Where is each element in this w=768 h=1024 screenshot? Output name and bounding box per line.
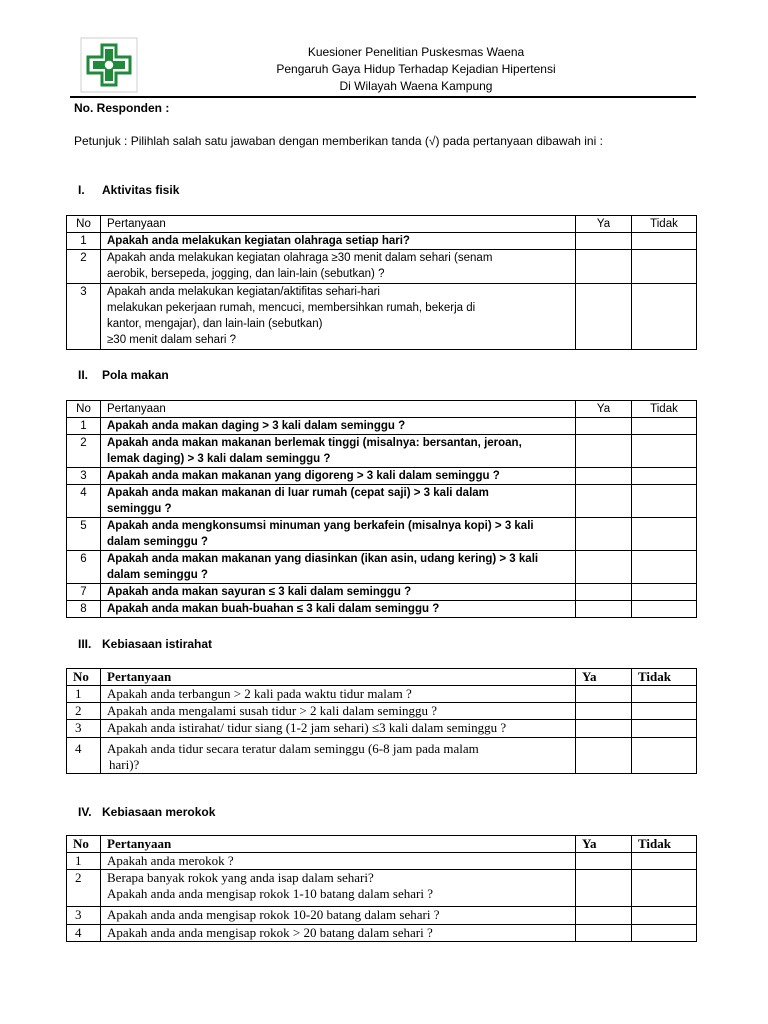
question-text: Apakah anda makan makanan yang diasinkan (ikan asin, udang kering) > 3 kali dalam seminggu ? — [101, 551, 576, 584]
table-row — [67, 418, 697, 435]
row-number: 4 — [67, 738, 101, 774]
col-header-question: Pertanyaan — [101, 401, 576, 418]
document-header — [140, 44, 692, 95]
row-number: 7 — [67, 584, 101, 601]
answer-yes-cell[interactable] — [576, 853, 632, 870]
header-title-1: Kuesioner Penelitian Puskesmas Waena — [307, 45, 525, 59]
question-text: Apakah anda tidur secara teratur dalam seminggu (6-8 jam pada malam hari)? — [101, 738, 576, 774]
section-number: II. — [78, 368, 89, 382]
col-header-no: No — [67, 669, 101, 686]
row-number: 1 — [67, 233, 101, 250]
row-number: 2 — [67, 870, 101, 907]
table-row — [67, 233, 697, 250]
answer-no-cell[interactable] — [632, 284, 697, 350]
col-header-yes: Ya — [576, 669, 632, 686]
row-number: 4 — [67, 925, 101, 942]
answer-yes-cell[interactable] — [576, 870, 632, 907]
section-number: IV. — [78, 805, 92, 819]
table-header-row — [67, 836, 697, 853]
row-number: 6 — [67, 551, 101, 584]
section-2-table — [66, 400, 697, 618]
question-text: Apakah anda makan daging > 3 kali dalam seminggu ? — [101, 418, 576, 435]
table-row — [67, 284, 697, 350]
section-1-table — [66, 215, 697, 350]
question-text: Apakah anda melakukan kegiatan olahraga setiap hari? — [101, 233, 576, 250]
answer-yes-cell[interactable] — [576, 518, 632, 551]
table-row — [67, 584, 697, 601]
section-heading-1 — [78, 183, 179, 197]
table-row — [67, 485, 697, 518]
header-title-2: Pengaruh Gaya Hidup Terhadap Kejadian Hipertensi — [276, 62, 556, 76]
col-header-yes: Ya — [576, 401, 632, 418]
answer-no-cell[interactable] — [632, 703, 697, 720]
section-title: Kebiasaan merokok — [102, 805, 216, 819]
question-text: Apakah anda makan sayuran ≤ 3 kali dalam seminggu ? — [101, 584, 576, 601]
answer-yes-cell[interactable] — [576, 601, 632, 618]
table-row — [67, 720, 697, 738]
row-number: 3 — [67, 907, 101, 925]
instruction-text: Petunjuk : Pilihlah salah satu jawaban dengan memberikan tanda (√) pada pertanyaan dibawah ini : — [74, 134, 603, 148]
question-text: Berapa banyak rokok yang anda isap dalam sehari? Apakah anda anda mengisap rokok 1-10 batang dalam sehari ? — [101, 870, 576, 907]
answer-yes-cell[interactable] — [576, 418, 632, 435]
col-header-question: Pertanyaan — [101, 836, 576, 853]
col-header-no: No — [67, 216, 101, 233]
question-text: Apakah anda anda mengisap rokok > 20 batang dalam sehari ? — [101, 925, 576, 942]
table-header-row — [67, 401, 697, 418]
table-row — [67, 907, 697, 925]
answer-no-cell[interactable] — [632, 418, 697, 435]
question-text: Apakah anda makan buah-buahan ≤ 3 kali dalam seminggu ? — [101, 601, 576, 618]
table-row — [67, 925, 697, 942]
row-number: 1 — [67, 853, 101, 870]
answer-no-cell[interactable] — [632, 853, 697, 870]
answer-no-cell[interactable] — [632, 720, 697, 738]
row-number: 5 — [67, 518, 101, 551]
answer-yes-cell[interactable] — [576, 233, 632, 250]
col-header-no-answer: Tidak — [632, 836, 697, 853]
header-divider — [70, 96, 696, 98]
answer-no-cell[interactable] — [632, 435, 697, 468]
section-number: I. — [78, 183, 85, 197]
table-row — [67, 601, 697, 618]
row-number: 8 — [67, 601, 101, 618]
answer-no-cell[interactable] — [632, 584, 697, 601]
answer-yes-cell[interactable] — [576, 703, 632, 720]
col-header-question: Pertanyaan — [101, 669, 576, 686]
row-number: 1 — [67, 686, 101, 703]
respondent-number-label: No. Responden : — [74, 101, 170, 115]
answer-no-cell[interactable] — [632, 601, 697, 618]
question-text: Apakah anda merokok ? — [101, 853, 576, 870]
row-number: 1 — [67, 418, 101, 435]
answer-no-cell[interactable] — [632, 551, 697, 584]
answer-yes-cell[interactable] — [576, 925, 632, 942]
table-row — [67, 853, 697, 870]
question-text: Apakah anda istirahat/ tidur siang (1-2 jam sehari) ≤3 kali dalam seminggu ? — [101, 720, 576, 738]
answer-no-cell[interactable] — [632, 250, 697, 284]
section-3-table — [66, 668, 697, 774]
question-text: Apakah anda melakukan kegiatan olahraga ≥30 menit dalam sehari (senam aerobik, bersepeda, jogging, dan lain-lain (sebutkan) ? — [101, 250, 576, 284]
answer-yes-cell[interactable] — [576, 738, 632, 774]
answer-yes-cell[interactable] — [576, 686, 632, 703]
col-header-no: No — [67, 401, 101, 418]
col-header-no-answer: Tidak — [632, 669, 697, 686]
answer-yes-cell[interactable] — [576, 584, 632, 601]
table-row — [67, 870, 697, 907]
section-4-table — [66, 835, 697, 942]
answer-yes-cell[interactable] — [576, 907, 632, 925]
row-number: 3 — [67, 720, 101, 738]
col-header-no-answer: Tidak — [632, 401, 697, 418]
answer-no-cell[interactable] — [632, 518, 697, 551]
answer-no-cell[interactable] — [632, 925, 697, 942]
row-number: 2 — [67, 703, 101, 720]
answer-no-cell[interactable] — [632, 233, 697, 250]
table-row — [67, 435, 697, 468]
table-row — [67, 738, 697, 774]
col-header-no: No — [67, 836, 101, 853]
question-text: Apakah anda makan makanan berlemak tinggi (misalnya: bersantan, jeroan, lemak daging) > 3 kali dalam seminggu ? — [101, 435, 576, 468]
answer-yes-cell[interactable] — [576, 284, 632, 350]
answer-yes-cell[interactable] — [576, 468, 632, 485]
answer-no-cell[interactable] — [632, 738, 697, 774]
answer-yes-cell[interactable] — [576, 720, 632, 738]
answer-yes-cell[interactable] — [576, 250, 632, 284]
answer-yes-cell[interactable] — [576, 485, 632, 518]
col-header-yes: Ya — [576, 216, 632, 233]
puskesmas-logo-icon — [80, 37, 138, 93]
answer-no-cell[interactable] — [632, 686, 697, 703]
question-text: Apakah anda makan makanan yang digoreng > 3 kali dalam seminggu ? — [101, 468, 576, 485]
table-row — [67, 468, 697, 485]
table-row — [67, 518, 697, 551]
answer-yes-cell[interactable] — [576, 435, 632, 468]
table-row — [67, 250, 697, 284]
section-heading-2 — [78, 368, 169, 382]
question-text: Apakah anda terbangun > 2 kali pada waktu tidur malam ? — [101, 686, 576, 703]
table-header-row — [67, 669, 697, 686]
col-header-no-answer: Tidak — [632, 216, 697, 233]
question-text: Apakah anda mengalami susah tidur > 2 kali dalam seminggu ? — [101, 703, 576, 720]
row-number: 3 — [67, 468, 101, 485]
question-text: Apakah anda melakukan kegiatan/aktifitas sehari-hari melakukan pekerjaan rumah, mencuci, membersihkan rumah, bekerja di kantor, mengajar), dan lain-lain (sebutkan) ≥30 menit dalam sehari ? — [101, 284, 576, 350]
row-number: 4 — [67, 485, 101, 518]
section-number: III. — [78, 637, 92, 651]
question-text: Apakah anda anda mengisap rokok 10-20 batang dalam sehari ? — [101, 907, 576, 925]
answer-no-cell[interactable] — [632, 468, 697, 485]
answer-no-cell[interactable] — [632, 485, 697, 518]
row-number: 2 — [67, 250, 101, 284]
col-header-question: Pertanyaan — [101, 216, 576, 233]
section-title: Aktivitas fisik — [102, 183, 180, 197]
table-row — [67, 551, 697, 584]
section-title: Kebiasaan istirahat — [102, 637, 213, 651]
row-number: 3 — [67, 284, 101, 350]
section-heading-4 — [78, 805, 215, 819]
section-title: Pola makan — [102, 368, 169, 382]
question-text: Apakah anda mengkonsumsi minuman yang berkafein (misalnya kopi) > 3 kali dalam seminggu ? — [101, 518, 576, 551]
table-row — [67, 703, 697, 720]
row-number: 2 — [67, 435, 101, 468]
answer-no-cell[interactable] — [632, 870, 697, 907]
table-header-row — [67, 216, 697, 233]
col-header-yes: Ya — [576, 836, 632, 853]
answer-yes-cell[interactable] — [576, 551, 632, 584]
table-row — [67, 686, 697, 703]
header-title-3: Di Wilayah Waena Kampung — [339, 79, 493, 93]
section-heading-3 — [78, 637, 212, 651]
question-text: Apakah anda makan makanan di luar rumah (cepat saji) > 3 kali dalam seminggu ? — [101, 485, 576, 518]
answer-no-cell[interactable] — [632, 907, 697, 925]
